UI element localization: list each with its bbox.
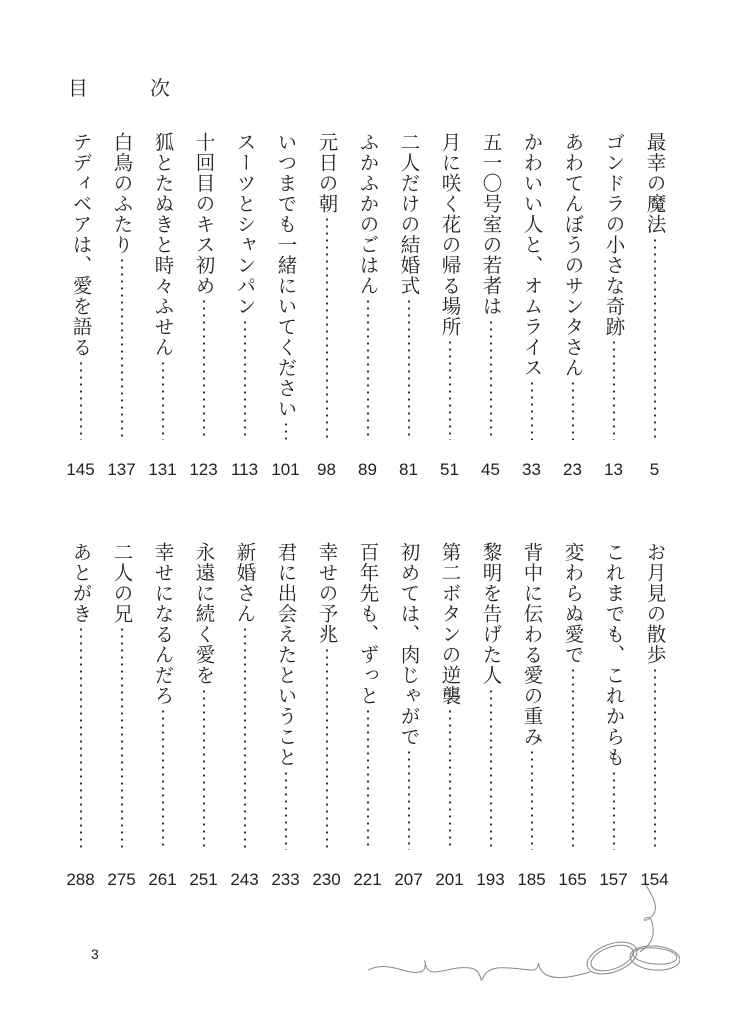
toc-entry-title: ふかふかのごはん [356,132,380,296]
toc-entry-page: 145 [66,460,95,479]
toc-entry[interactable] [470,132,511,480]
toc-entry-page: 288 [66,870,95,889]
toc-entry[interactable] [552,542,593,890]
dot-leader [325,216,329,440]
toc-entry-page: 154 [640,870,669,889]
dot-leader [448,339,452,440]
toc-entry-page: 101 [271,460,300,479]
toc-entry-page: 207 [394,870,423,889]
toc-entry-page: 5 [649,460,660,479]
dot-leader [407,749,411,850]
toc-entry-body [193,542,215,850]
dot-leader [79,360,83,441]
toc-entry-page: 123 [189,460,218,479]
toc-entry-page: 251 [189,870,218,889]
dot-leader [489,688,493,851]
toc-entry-body [357,542,379,850]
dot-leader [612,339,616,440]
toc-entry[interactable] [224,132,265,480]
toc-entry-page: 233 [271,870,300,889]
toc-entry-title: テディベアは、愛を語る [69,132,93,358]
toc-entry-body [275,132,297,440]
toc-entry-body [562,132,584,440]
dot-leader [571,380,575,440]
toc-entry-page: 13 [604,460,623,479]
toc-entry-page: 275 [107,870,136,889]
dot-leader [284,421,288,440]
dot-leader [243,626,247,850]
dot-leader [407,298,411,440]
toc-entry[interactable] [265,542,306,890]
dot-leader [612,770,616,851]
dot-leader [202,688,206,851]
toc-entry-page: 185 [517,870,546,889]
toc-entry-page: 165 [558,870,587,889]
toc-entry-page: 45 [481,460,500,479]
toc-entry[interactable] [142,132,183,480]
dot-leader [202,298,206,440]
toc-entry[interactable] [183,542,224,890]
toc-entry-page: 221 [353,870,382,889]
toc-entry[interactable] [183,132,224,480]
dot-leader [653,667,657,850]
toc-entry[interactable] [60,132,101,480]
dot-leader [489,319,493,441]
toc-entry-body [275,542,297,850]
dot-leader [366,708,370,850]
dot-leader [120,626,124,850]
toc-entry-title: 二人の兄 [110,542,134,624]
toc-entry-body [70,542,92,850]
toc-section-bottom [60,542,675,890]
toc-entry-page: 230 [312,870,341,889]
dot-leader [571,667,575,850]
toc-section-top [60,132,675,480]
dot-leader [366,298,370,440]
toc-entry-title: これまでも、これからも [602,542,626,768]
toc-entry-body [480,132,502,440]
toc-entry-body [644,542,666,850]
toc-entry[interactable] [224,542,265,890]
toc-entry-title: かわいい人と、オムライス [520,132,544,378]
toc-entry-page: 98 [317,460,336,479]
toc-entry-title: 月に咲く花の帰る場所 [438,132,462,337]
dot-leader [448,708,452,850]
toc-entry-body [603,542,625,850]
toc-entry-body [234,542,256,850]
toc-entry[interactable] [306,132,347,480]
toc-entry-title: 初めては、肉じゃがで [397,542,421,747]
dot-leader [325,647,329,851]
toc-entry[interactable] [429,542,470,890]
wedding-rings-illustration [360,880,680,1000]
heading-char-2: 次 [150,76,170,100]
toc-entry[interactable] [429,132,470,480]
dot-leader [161,708,165,850]
toc-entry-page: 137 [107,460,136,479]
toc-entry-body [521,132,543,440]
toc-entry-title: 十回目のキス初め [192,132,216,296]
toc-entry-title: スーツとシャンパン [233,132,257,317]
toc-entry-page: 23 [563,460,582,479]
toc-entry-page: 193 [476,870,505,889]
toc-entry-title: いつまでも一緒にいてください [274,132,298,419]
dot-leader [530,380,534,440]
toc-entry-title: 君に出会えたということ [274,542,298,768]
toc-entry-title: 第二ボタンの逆襲 [438,542,462,706]
toc-entry-title: お月見の散歩 [643,542,667,665]
dot-leader [161,360,165,441]
toc-entry-body [439,542,461,850]
toc-entry-body [521,542,543,850]
dot-leader [284,770,288,851]
toc-entry-title: 黎明を告げた人 [479,542,503,686]
toc-entry[interactable] [511,132,552,480]
toc-entry[interactable] [265,132,306,480]
toc-entry-body [398,132,420,440]
toc-entry-page: 261 [148,870,177,889]
toc-entry-title: 元日の朝 [315,132,339,214]
toc-entry[interactable] [634,132,675,480]
toc-entry-body [316,542,338,850]
toc-entry-page: 113 [230,460,259,479]
toc-entry-body [152,542,174,850]
toc-entry-body [193,132,215,440]
dot-leader [653,237,657,441]
toc-entry[interactable] [306,542,347,890]
toc-entry-title: 狐とたぬきと時々ふせん [151,132,175,358]
dot-leader [120,257,124,440]
toc-entry-title: ゴンドラの小さな奇跡 [602,132,626,337]
toc-entry-title: 二人だけの結婚式 [397,132,421,296]
toc-entry[interactable] [347,132,388,480]
toc-entry[interactable] [60,542,101,890]
toc-heading [68,72,170,101]
toc-entry[interactable] [593,542,634,890]
toc-entry-title: あわてんぼうのサンタさん [561,132,585,378]
toc-entry-title: 変わらぬ愛で [561,542,585,665]
toc-entry-title: 最幸の魔法 [643,132,667,235]
toc-entry-body [234,132,256,440]
toc-entry-title: 五一〇号室の若者は [479,132,503,317]
toc-entry-body [152,132,174,440]
toc-entry-page: 157 [599,870,628,889]
toc-entry-title: 百年先も、ずっと [356,542,380,706]
toc-entry-title: 新婚さん [233,542,257,624]
toc-entry-body [357,132,379,440]
toc-entry-body [111,542,133,850]
toc-entry-page: 51 [440,460,459,479]
toc-entry[interactable] [142,542,183,890]
toc-entry-page: 243 [230,870,259,889]
toc-entry[interactable] [552,132,593,480]
dot-leader [79,626,83,850]
toc-entry-body [398,542,420,850]
toc-entry-page: 81 [399,460,418,479]
page-number: 3 [91,946,99,962]
dot-leader [530,749,534,850]
toc-entry[interactable] [388,542,429,890]
toc-entry-body [603,132,625,440]
toc-entry-title: あとがき [69,542,93,624]
toc-entry-page: 131 [148,460,177,479]
toc-entry[interactable] [470,542,511,890]
toc-entry-page: 201 [435,870,464,889]
toc-entry-title: 白鳥のふたり [110,132,134,255]
toc-entry-body [70,132,92,440]
toc-entry-body [480,542,502,850]
toc-entry-title: 永遠に続く愛を [192,542,216,686]
toc-entry-body [439,132,461,440]
heading-char-1: 目 [68,76,88,100]
toc-entry[interactable] [634,542,675,890]
toc-entry-title: 背中に伝わる愛の重み [520,542,544,747]
toc-entry-page: 33 [522,460,541,479]
toc-entry-body [111,132,133,440]
toc-entry[interactable] [511,542,552,890]
toc-entry[interactable] [388,132,429,480]
toc-entry[interactable] [347,542,388,890]
toc-entry-body [562,542,584,850]
toc-entry[interactable] [101,542,142,890]
dot-leader [243,319,247,441]
toc-entry[interactable] [593,132,634,480]
toc-entry-title: 幸せの予兆 [315,542,339,645]
toc-entry-page: 89 [358,460,377,479]
toc-entry[interactable] [101,132,142,480]
toc-entry-body [644,132,666,440]
toc-entry-title: 幸せになるんだろ [151,542,175,706]
toc-entry-body [316,132,338,440]
